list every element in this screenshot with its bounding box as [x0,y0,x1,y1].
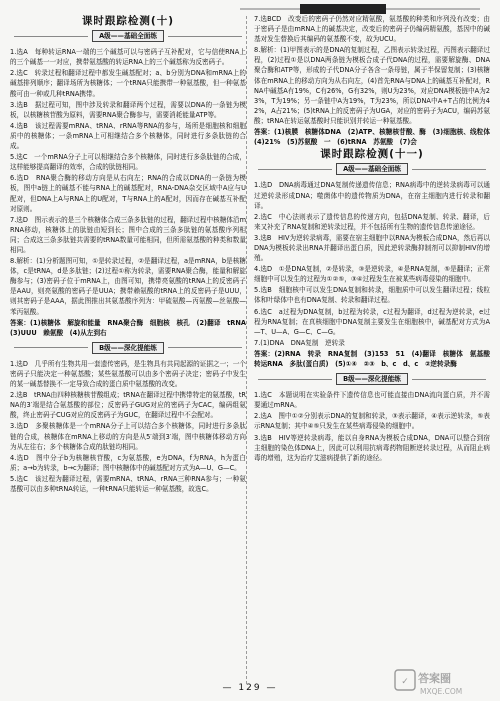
right-column [254,14,497,464]
section-title-11: 课时跟踪检测(十一) [320,148,424,161]
answer-item: 2.选C 中心法则表示了遗传信息的传递方向，包括DNA复制、转录、翻译，后来又补充了RNA复制和逆转录过程，并不包括所有生物的遗传信息传递途径。 [254,212,490,231]
answer-item: 4.选B 该过程需要mRNA、tRNA、rRNA等RNA的参与，场所是细胞核和细胞质中的核糖体；一条mRNA上可相继结合多个核糖体，同时进行多条肽链的合成。 [10,121,246,151]
answer-item: 7.选D 图示表示的是三个核糖体合成三条多肽链的过程，翻译过程中核糖体沿mRNA移动，核糖体上的肽链由短到长；图中合成的三条多肽链的氨基酸序列相同；合成这三条多肽链共需要的tRNA数量可能相同，但所需氨基酸的种类和数量相同。 [10,215,246,254]
level-b-band-right: B级——深化提能练 [254,373,490,385]
answer-item: 1.选D DNA病毒通过DNA复制传递遗传信息；RNA病毒中的逆转录病毒可以通过逆转录形成DNA；噬菌体中的遗传物质为DNA，在宿主细胞内进行转录和翻译。 [254,181,490,210]
answer-item: 4.选D 图中分子b为核糖核苷酸，c为氨基酸，e为DNA，f为RNA，h为蛋白质；a→b为转录，b→c为翻译；图中核糖体中的碱基配对方式为A—U、G—C。 [10,453,246,472]
watermark-logo [394,669,490,697]
answer-item: 5.选B 细胞核中可以发生DNA复制和转录，细胞质中可以发生翻译过程；线粒体和叶绿体中也有DNA复制、转录和翻译过程。 [254,286,490,305]
answer-item: 5.选C 该过程为翻译过程，需要mRNA、tRNA、rRNA三种RNA参与；一种氨基酸可以由多种tRNA转运，一种tRNA只能转运一种氨基酸，故选C。 [10,474,246,494]
answer-item: 3.选D 多聚核糖体是一个mRNA分子上可以结合多个核糖体，同时进行多条肽链的合成，核糖体在mRNA上移动的方向是从5′端到3′端，图中核糖体移动方向为从左往右；多个核糖体合成的肽链均相同。 [10,422,246,451]
answer-item: 2.选B tRNA由四种核糖核苷酸组成；tRNA在翻译过程中携带特定的氨基酸，tRNA的3′端是结合氨基酸的部位；反密码子GUG对应的密码子为CAC，编码组氨酸，终止密码子CUG对应的反密码子为GUC，在翻译过程中不会配对。 [10,391,246,420]
answer-item: 3.选B HIV等逆转录病毒，能以自身RNA为模板合成DNA，DNA可以整合到宿主细胞的染色体DNA上，因此可以利用抗病毒药物阻断逆转录过程，从而阻止病毒的增殖，这为治疗艾滋病提供了新的途径。 [254,433,490,462]
answer-summary: 答案：(1)核膜 核糖体DNA (2)ATP、核糖核苷酸、酶 (3)细胞核、线粒体 (4)21% (5)苏氨酸 一 (6)tRNA 苏氨酸 (7)会 [254,128,497,147]
watermark-text: MXQE.COM [420,687,463,696]
watermark-logo-text: 答案圈 [418,672,451,685]
level-a-band-left: A级——基础全面练 [10,30,246,42]
answer-item: 3.选B 据过程可知，图中涉及转录和翻译两个过程，需要以DNA的一条链为模板，以核糖核苷酸为原料，需要RNA聚合酶参与，需要消耗能量ATP等。 [10,100,246,119]
column-divider [246,16,247,684]
level-a-band-right: A级——基础全面练 [254,163,490,175]
answer-item: 8.解析：(1)分析题图可知，①是转录过程，②是翻译过程，a是mRNA，b是核糖体，c是tRNA，d是多肽链；(2)过程①称为转录，需要RNA聚合酶，能量和解旋酶参与；(3)密码子位于mRNA上，由图可知，携带亮氨酸的tRNA上的反密码子是AAU，则亮氨酸的密码子是UUA；携带赖氨酸的tRNA上的反密码子是UUU，则其密码子是AAA，据此图推出其氨基酸序列为：甲硫氨酸—丙氨酸—丝氨酸—苯丙氨酸。 [10,257,246,316]
left-column [10,14,253,495]
answer-summary: 答案：(1)核糖体 解旋和能量 RNA聚合酶 细胞核 核孔 (2)翻译 tRNA (3)UUU 赖氨酸 (4)从左到右 [10,318,253,337]
answer-item: 6.选C a过程为DNA复制，b过程为转录，c过程为翻译，d过程为逆转录，e过程为RNA复制；在真核细胞中DNA复制主要发生在细胞核中，碱基配对方式为A—T、U—A、G—C、C—G。 [254,307,490,336]
level-b-band-left: B级——深化提能练 [10,342,246,354]
answer-item: 1.选D 几乎所有生物共用一套遗传密码，是生物具有共同起源的证据之一；一个密码子只能决定一种氨基酸；某些氨基酸可以由多个密码子决定；密码子中发生的某一碱基替换不一定导致合成的蛋白质中氨基酸的改变。 [10,359,246,389]
answer-item: 8.解析：(1)甲图表示的是DNA的复制过程，乙图表示转录过程，丙图表示翻译过程，(2)过程①是以DNA两条链为模板合成子代DNA的过程，需要解旋酶、DNA聚合酶和ATP等，形成的子代DNA分子各含一条母链，属于半保留复制；(3)核糖体在mRNA上的移动方向为从右向左，(4)首先RNA与DNA上的碱基互补配对，RNA中碱基A有19%，C有26%，G有32%，则U为23%，对应DNA模板链中A为23%，T为19%；另一条链中A为19%，T为23%，所以DNA中A+T占的比例为42%，A占21%；(5)tRNA上的反密码子为UGA，对应的密码子为ACU，编码苏氨酸；tRNA在转运氨基酸时只能识别并转运一种氨基酸。 [254,46,490,125]
answer-item: 3.选B HIV为逆转录病毒，需要在宿主细胞中以RNA为模板合成DNA，然后再以DNA为模板转录出RNA并翻译出蛋白质，因此逆转录酶抑制剂可以抑制HIV的增殖。 [254,233,490,263]
section-title-10: 课时跟踪检测(十) [81,15,175,27]
answer-item: 1.选C 本题说明在实验条件下遗传信息也可能直接由DNA流向蛋白质，并不需要通过mRNA。 [254,391,490,410]
answer-summary: 答案：(2)RNA 转录 RNA复制 (3)153 51 (4)翻译 核糖体 氨基酸 转运RNA 多肽(蛋白质) (5)①④ ②③ b、c d、c ②逆转录酶 [254,349,497,368]
answer-item: 7.选BCD 改变后的密码子仍然对应精氨酸，氨基酸的种类和序列没有改变；由于密码子是由mRNA上的碱基决定，改变后的密码子仍编码精氨酸，基因中的碱基对发生替换后其编码的氨基酸不变，故为UCU。 [254,15,490,44]
answer-item: 1.选A 每种转运RNA一端的三个碱基可以与密码子互补配对，它与信使RNA上的三个碱基一一对应，携带氨基酸的转运RNA上的三个碱基称为反密码子。 [10,48,246,67]
answer-item: 2.选C 转录过程和翻译过程中都发生碱基配对；a、b分别为DNA和mRNA上的碱基排列顺序；翻译场所为核糖体；一个tRNA只能携带一种氨基酸，但一种氨基酸可由一种或几种tRNA携带。 [10,69,246,98]
answer-item: 5.选C 一个mRNA分子上可以相继结合多个核糖体，同时进行多条肽链的合成，这样能够提高翻译的效率，合成的肽链相同。 [10,153,246,172]
answer-item: 2.选A 图中①②分别表示DNA的复制和转录，③表示翻译，④表示逆转录，⑤表示RNA复制；其中④⑤只发生在某些病毒侵染的细胞中。 [254,412,490,431]
svg-text:✓: ✓ [401,677,409,687]
page-number: — 129 — [222,683,278,693]
answer-item: 6.选D RNA聚合酶的移动方向是从右向左；RNA的合成以DNA的一条链为模板，图中a链上的碱基不能与RNA上的碱基配对，RNA-DNA杂交区域中A应与U配对，但DNA上A与RNA上的U配对，T与RNA上的A配对，因而存在碱基互补配对原则。 [10,174,246,213]
answer-item: 7.(1)DNA DNA复制 逆转录 [254,338,345,347]
answer-item: 4.选D ①是DNA复制，②是转录，③是逆转录，④是RNA复制，⑤是翻译；正常细胞中可以发生的过程为①②⑤，③④过程发生在被某些病毒侵染的细胞中。 [254,265,490,284]
